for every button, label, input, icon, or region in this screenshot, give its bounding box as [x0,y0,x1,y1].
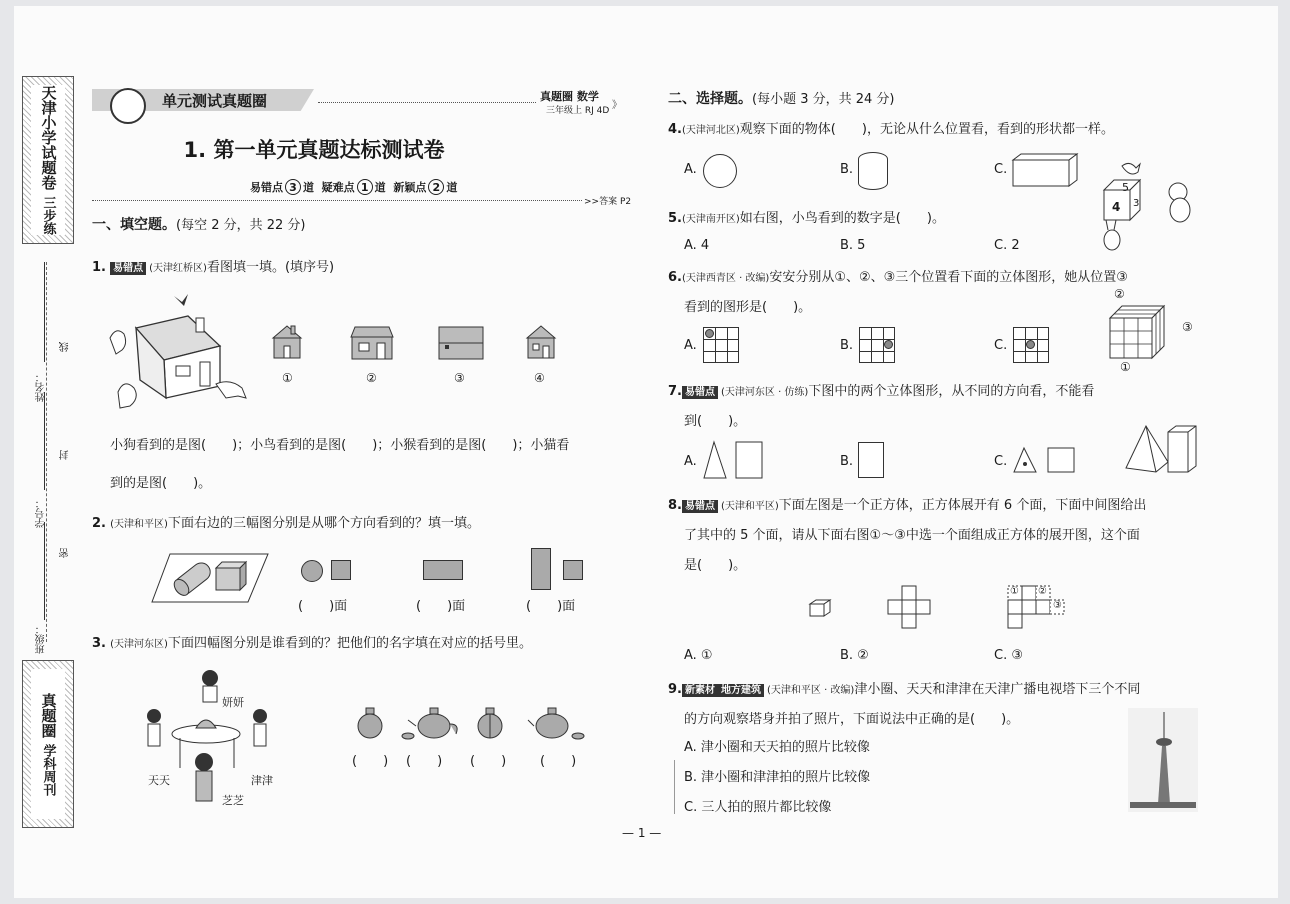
class-label: 班级： [36,624,47,654]
question-number: 1. [92,260,106,275]
q1-house-scene-illustration [104,288,260,414]
q7-option-c[interactable]: C. [994,454,1008,469]
q7-option-a[interactable]: A. [684,454,697,469]
easy-error-tag: 易错点 [682,500,718,513]
question-number: 4. [668,122,682,137]
q3-blank-4[interactable]: ( ) [540,754,577,769]
question-text: 津小圈、天天和津津在天津广播电视塔下三个不同 [854,682,1141,697]
q1-label-2: ② [366,371,377,385]
question-text: 下图中的两个立体图形，从不同的方向看，不能看 [808,384,1095,399]
q6-cube-stack-illustration [1108,300,1168,362]
q4-option-a[interactable]: A. [684,162,697,177]
q2-square-view-2 [563,560,583,580]
cuboid-shape [1011,152,1079,188]
q1-label-1: ① [282,371,293,385]
q6-position-2: ② [1114,287,1125,301]
answer-reference: >>答案 P2 [584,197,632,207]
section-2-note: (每小题 3 分，共 24 分) [752,92,895,107]
q1-answer-line-2[interactable]: 到的是图( )。 [110,476,212,491]
cylinder-shape [858,152,888,190]
q1-answer-line-1[interactable]: 小狗看到的是图( )；小鸟看到的是图( )；小猴看到的是图( )；小猫看 [110,438,570,453]
question-number: 7. [668,384,682,399]
easy-error-label: 易错点 [250,181,283,194]
cube-front-number: 4 [1112,200,1121,214]
question-text: 安安分别从①、②、③三个位置看下面的立体图形，她从位置③ [769,270,1128,285]
question-6-line-2: 看到的图形是( )。 [684,300,812,315]
line-label: 线 [60,342,71,352]
q6-grid-c [1013,327,1049,363]
grid-dot [705,329,714,338]
question-source: (天津河东区 · 仿练) [720,387,809,398]
bottom-brand-strip [22,660,74,828]
q6-option-b[interactable]: B. [840,338,854,353]
easy-error-tag: 易错点 [110,262,146,275]
question-number: 6. [668,270,682,285]
q8-net-mark-3: ③ [1053,600,1062,611]
header-divider [318,102,536,103]
title-divider [92,200,582,201]
grade-label: 三年级上 RJ 4D [546,106,610,116]
option-margin-line [674,760,675,814]
question-9 [668,678,1140,697]
q8-small-cube [808,598,832,618]
question-6 [668,266,1128,285]
brand-text: 天津小学试题卷 [39,85,58,190]
question-8-line-3: 是( )。 [684,558,747,573]
easy-error-tag: 易错点 [682,386,718,399]
hard-count: 1 [357,179,373,195]
question-source: (天津河北区) [681,125,740,136]
question-number: 2. [92,516,106,531]
brand-text-2: 三步练 [40,196,56,235]
question-number: 3. [92,636,106,651]
banner-title: 单元测试真题圈 [162,92,268,110]
question-7 [668,380,1094,399]
question-source: (天津和平区) [720,501,779,512]
grid-dot [884,340,893,349]
q7-triangle-rectangle [702,440,764,480]
brand-text-3: 真题圈 [39,692,58,738]
seal-label: 封 [60,450,71,460]
series-name: 真题圈 数学 [540,90,599,103]
q2-cylinder-cube-illustration [150,552,270,604]
q5-option-a[interactable]: A. 4 [684,238,710,253]
question-1 [92,256,334,275]
section-1-note: (每空 2 分，共 22 分) [176,218,306,233]
q3-teapot-views [354,704,590,744]
question-text: 看图填一填。(填序号) [206,260,335,275]
child-name-yanyan: 妍妍 [222,696,244,709]
child-name-jinjin: 津津 [251,774,273,787]
question-8 [668,494,1146,513]
question-source: (天津和平区 · 改编) [766,685,855,696]
question-source: (天津南开区) [681,214,740,225]
q8-option-b[interactable]: B. ② [840,648,869,663]
question-7-line-2: 到( )。 [684,414,747,429]
q3-blank-1[interactable]: ( ) [352,754,389,769]
local-building-tag: 地方建筑 [718,684,764,697]
q8-option-c[interactable]: C. ③ [994,648,1023,663]
header-arrow: 》 [612,100,622,111]
q6-option-a[interactable]: A. [684,338,697,353]
question-8-line-2: 了其中的 5 个面，请从下面右图①～③中选一个面组成正方体的展开图，这个面 [684,528,1140,543]
sphere-shape [703,154,737,188]
house-front-view-1 [271,322,303,362]
q2-blank-1[interactable]: ( )面 [298,599,348,614]
binding-cut-line [46,262,47,642]
q1-label-4: ④ [534,371,545,385]
section-1-heading [92,214,306,234]
section-2-heading [668,88,895,108]
q8-option-a[interactable]: A. ① [684,648,713,663]
q9-option-a[interactable]: A. 津小圈和天天拍的照片比较像 [684,740,870,755]
section-2-title: 二、选择题。 [668,91,752,107]
q6-option-c[interactable]: C. [994,338,1008,353]
q2-circle-view [301,560,323,582]
student-no-label: 学号： [36,498,47,528]
name-blank[interactable] [44,262,45,362]
q2-tall-rectangle-view [531,548,551,590]
section-1-title: 一、填空题。 [92,217,176,233]
house-top-view-3 [437,325,485,363]
page-number: — 1 — [622,826,662,840]
q5-option-b[interactable]: B. 5 [840,238,866,253]
difficulty-stats [250,179,457,195]
brand-text-4: 学科周刊 [40,743,56,796]
q2-blank-2[interactable]: ( )面 [416,599,466,614]
question-source: (天津西青区 · 改编) [681,273,770,284]
q8-net-mark-1: ① [1010,586,1019,597]
cut-label: 密 [60,548,71,558]
question-9-line-2: 的方向观察塔身并拍了照片，下面说法中正确的是( )。 [684,712,1020,727]
q9-option-c[interactable]: C. 三人拍的照片都比较像 [684,800,832,815]
mascot-avatar [110,88,146,124]
new-count: 2 [428,179,444,195]
q2-rectangle-view [423,560,463,580]
unit-label: 道 [303,181,314,194]
q3-blank-3[interactable]: ( ) [470,754,507,769]
q9-option-b[interactable]: B. 津小圈和津津拍的照片比较像 [684,770,871,785]
q4-option-b[interactable]: B. [840,162,854,177]
q8-cube-net-partial [886,584,936,632]
question-number: 9. [668,682,682,697]
cube-top-number: 5 [1122,181,1129,194]
q2-blank-3[interactable]: ( )面 [526,599,576,614]
page-title: 1. 第一单元真题达标测试卷 [183,138,445,162]
q7-rectangle [858,442,884,478]
question-2 [92,512,480,531]
q1-label-3: ③ [454,371,465,385]
question-number: 8. [668,498,682,513]
q6-grid-b [859,327,895,363]
question-source: (天津和平区) [110,519,168,530]
child-name-zhizhi: 芝芝 [222,794,244,807]
question-source: (天津河东区) [110,639,168,650]
question-3 [92,632,532,651]
question-4 [668,118,1114,137]
cube-side-number: 3 [1133,198,1140,209]
house-side-view-2 [349,325,395,363]
class-blank[interactable] [44,522,45,620]
name-label: 姓名： [36,372,47,402]
unit-label: 道 [374,181,386,194]
q6-position-3: ③ [1182,320,1193,334]
question-text: 观察下面的物体( )，无论从什么位置看，看到的形状都一样。 [739,122,1114,137]
question-5 [668,207,945,226]
child-name-tiantian: 天天 [148,774,170,787]
q6-grid-a [703,327,739,363]
grid-dot [1026,340,1035,349]
question-text: 如右图，小鸟看到的数字是( )。 [739,211,945,226]
q6-position-1: ① [1120,360,1131,374]
q7-pyramid-prism [1124,424,1200,474]
unit-label: 道 [446,181,458,194]
q2-square-view [331,560,351,580]
question-text: 下面右边的三幅图分别是从哪个方向看到的？填一填。 [167,516,480,531]
question-source: (天津红桥区) [149,263,207,274]
q3-blank-2[interactable]: ( ) [406,754,443,769]
hard-label: 疑难点 [321,181,355,194]
q7-option-b[interactable]: B. [840,454,854,469]
house-back-view-4 [525,322,557,362]
q5-option-c[interactable]: C. 2 [994,238,1020,253]
q4-option-c[interactable]: C. [994,162,1008,177]
student-no-blank[interactable] [44,392,45,490]
new-material-tag: 新素材 [682,684,718,697]
question-text: 下面四幅图分别是谁看到的？把他们的名字填在对应的括号里。 [167,636,532,651]
question-text: 下面左图是一个正方体，正方体展开有 6 个面，下面中间图给出 [778,498,1147,513]
q7-triangle-square [1012,446,1078,476]
tianjin-tv-tower-photo [1128,708,1198,812]
new-label: 新颖点 [393,181,427,194]
question-number: 5. [668,211,682,226]
q8-net-mark-2: ② [1038,586,1047,597]
easy-error-count: 3 [285,179,301,195]
